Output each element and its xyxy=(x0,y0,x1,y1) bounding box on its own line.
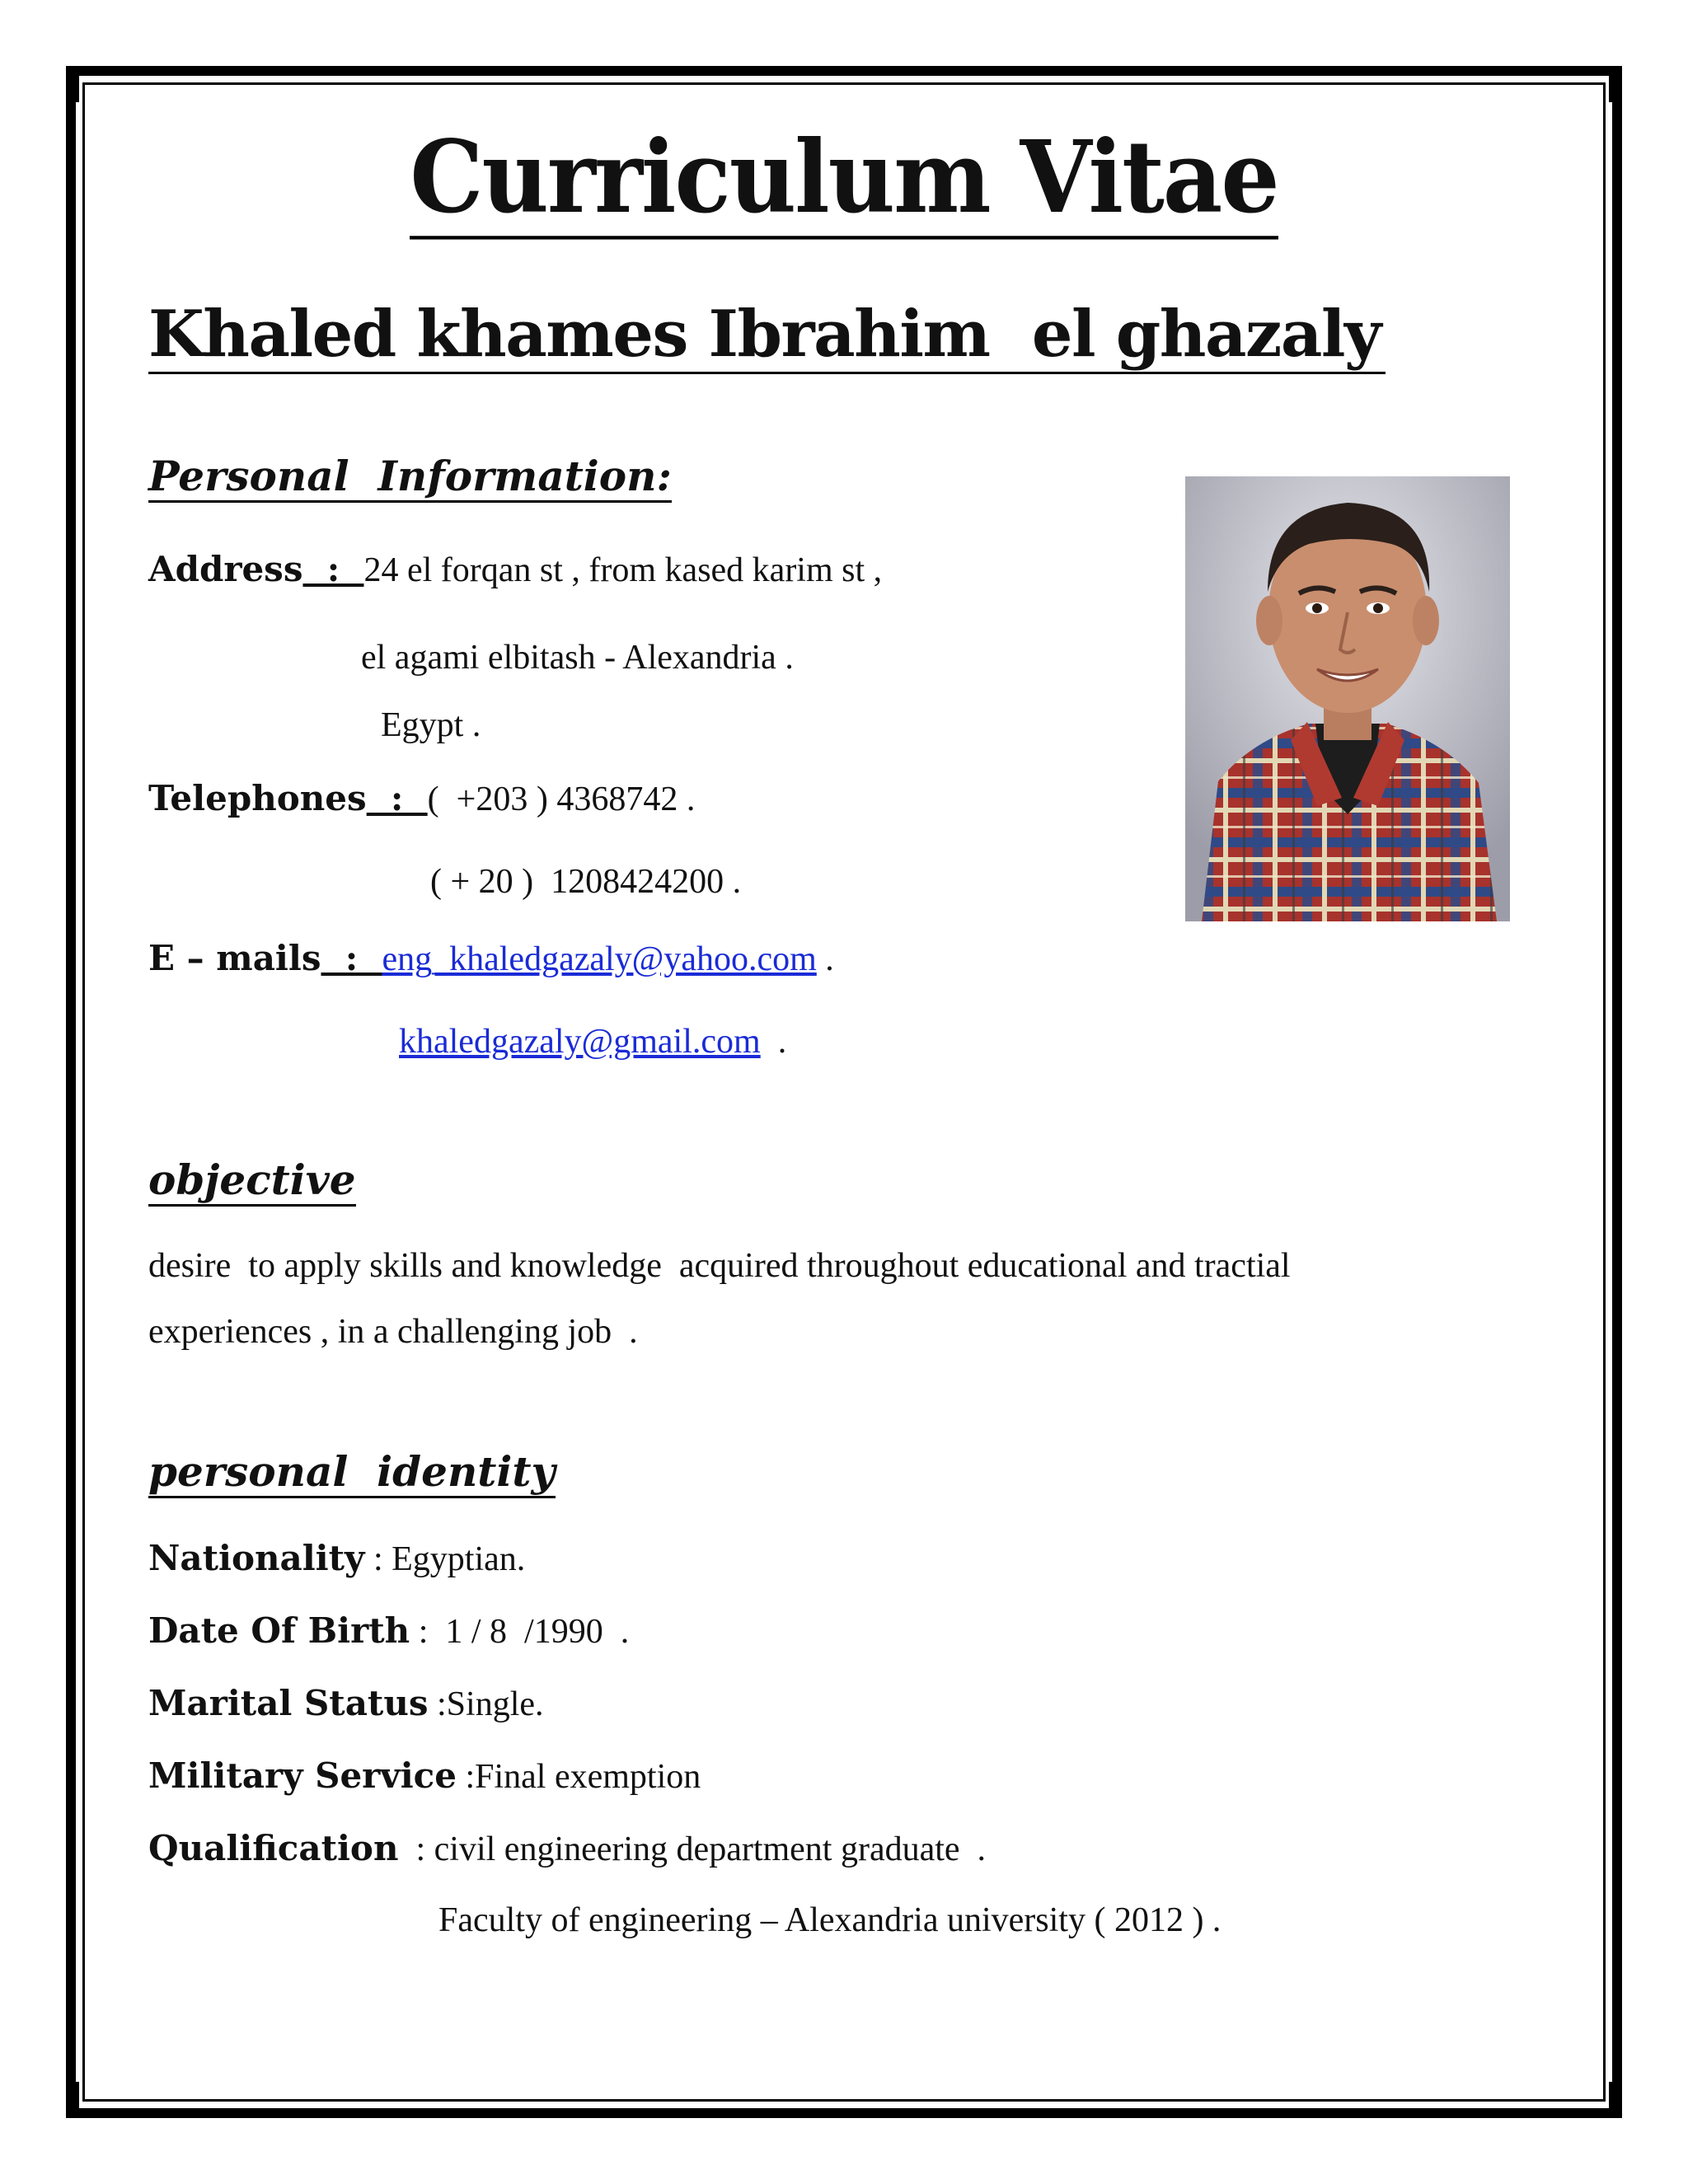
personal-information-heading: Personal Information: xyxy=(148,452,672,500)
email-link-gmail[interactable]: khaledgazaly@gmail.com xyxy=(399,1023,761,1061)
address-row xyxy=(148,549,882,590)
email-suffix-1: . xyxy=(816,940,834,978)
email-row-2 xyxy=(399,1022,786,1062)
portrait-image xyxy=(1185,476,1510,921)
address-label: Address xyxy=(148,549,303,589)
email-suffix-2: . xyxy=(760,1023,787,1061)
telephones-label: Telephones xyxy=(148,778,367,818)
nationality-row xyxy=(148,1538,525,1579)
personal-identity-heading: personal identity xyxy=(148,1447,556,1496)
address-line-3: Egypt . xyxy=(381,706,481,744)
emails-row xyxy=(148,938,834,979)
nationality-label: Nationality xyxy=(148,1538,365,1578)
date-of-birth-row xyxy=(148,1610,629,1652)
email-link-yahoo[interactable]: eng_khaledgazaly@yahoo.com xyxy=(382,940,817,978)
date-of-birth-value: : 1 / 8 /1990 . xyxy=(410,1613,630,1651)
emails-label: E – mails xyxy=(148,938,321,978)
address-separator: : xyxy=(302,549,364,589)
border-corner-bottom-left xyxy=(66,2082,79,2118)
marital-status-label: Marital Status xyxy=(148,1683,429,1723)
objective-heading: objective xyxy=(148,1155,356,1204)
qualification-row xyxy=(148,1828,986,1869)
document-title: Curriculum Vitae xyxy=(0,120,1688,236)
objective-line-2: experiences , in a challenging job . xyxy=(148,1313,638,1351)
telephones-separator: : xyxy=(366,778,428,818)
profile-photo xyxy=(1185,476,1510,921)
nationality-value: : Egyptian. xyxy=(364,1540,526,1578)
qualification-line-2: Faculty of engineering – Alexandria university ( 2012 ) . xyxy=(438,1901,1221,1939)
address-line-2: el agami elbitash - Alexandria . xyxy=(361,639,794,677)
border-corner-top-left xyxy=(66,66,79,102)
marital-status-value: :Single. xyxy=(428,1685,544,1723)
military-service-label: Military Service xyxy=(148,1755,457,1796)
border-corner-top-right xyxy=(1609,66,1622,102)
qualification-value: : civil engineering department graduate . xyxy=(398,1830,987,1868)
telephone-1: ( +203 ) 4368742 . xyxy=(427,780,696,818)
military-service-row xyxy=(148,1755,701,1797)
military-service-value: :Final exemption xyxy=(456,1758,701,1796)
date-of-birth-label: Date Of Birth xyxy=(148,1610,410,1651)
marital-status-row xyxy=(148,1683,544,1724)
telephones-row xyxy=(148,778,695,819)
qualification-label: Qualification xyxy=(148,1828,399,1868)
address-line-1: 24 el forqan st , from kased karim st , xyxy=(363,551,883,589)
border-corner-bottom-right xyxy=(1609,2082,1622,2118)
objective-line-1: desire to apply skills and knowledge acquired throughout educational and tractial xyxy=(148,1247,1291,1285)
page-border-inner xyxy=(82,82,1606,2102)
emails-separator: : xyxy=(321,938,382,978)
candidate-name: Khaled khames Ibrahim el ghazaly xyxy=(148,297,1386,372)
telephone-2: ( + 20 ) 1208424200 . xyxy=(430,863,742,901)
